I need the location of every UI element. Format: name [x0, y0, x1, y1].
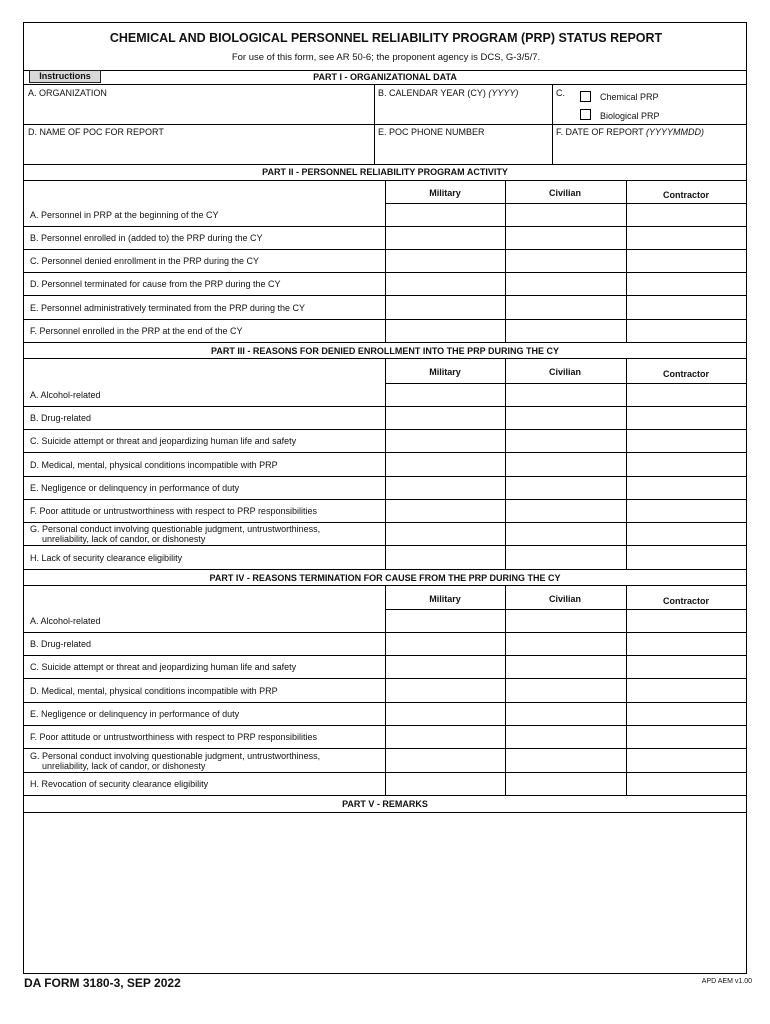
chemical-prp-label: Chemical PRP: [600, 92, 659, 102]
part2-row-text: E. Personnel administratively terminated from the PRP during the CY: [30, 302, 305, 313]
part3-military-input[interactable]: [386, 547, 505, 569]
part3-row-text: A. Alcohol-related: [30, 389, 101, 400]
part3-military-input[interactable]: [386, 500, 505, 522]
part3-military-input[interactable]: [386, 430, 505, 452]
chemical-prp-checkbox[interactable]: [580, 91, 591, 102]
part4-row-label: [30, 779, 380, 789]
part2-row-label: [30, 210, 380, 220]
part4-military-input[interactable]: [386, 633, 505, 655]
instructions-button[interactable]: Instructions: [29, 70, 101, 83]
part4-civilian-input[interactable]: [506, 750, 625, 772]
organization-field[interactable]: [25, 99, 373, 123]
part4-row-label: [30, 686, 380, 696]
part4-civilian-input[interactable]: [506, 656, 625, 678]
part3-military-input[interactable]: [386, 407, 505, 429]
part3-row-text: D. Medical, mental, physical conditions incompatible with PRP: [30, 459, 278, 470]
part4-contractor-input[interactable]: [627, 680, 746, 702]
part2-military-input[interactable]: [386, 273, 505, 295]
part3-col-military: Military: [429, 367, 461, 377]
calendar-year-format: (YYYY): [488, 88, 519, 98]
part3-row-text: B. Drug-related: [30, 412, 92, 423]
poc-name-label: D. NAME OF POC FOR REPORT: [28, 127, 164, 137]
poc-phone-label: E. POC PHONE NUMBER: [378, 127, 485, 137]
part4-row-text: D. Medical, mental, physical conditions incompatible with PRP: [30, 685, 278, 696]
part5-title: PART V - REMARKS: [342, 799, 428, 809]
poc-name-field[interactable]: [25, 138, 373, 163]
part1-title: PART I - ORGANIZATIONAL DATA: [313, 72, 457, 82]
part4-military-input[interactable]: [386, 656, 505, 678]
part2-contractor-input[interactable]: [627, 273, 746, 295]
part2-contractor-input[interactable]: [627, 320, 746, 342]
part4-civilian-input[interactable]: [506, 726, 625, 748]
part4-row-text: E. Negligence or delinquency in performance of duty: [30, 708, 240, 719]
part4-contractor-input[interactable]: [627, 750, 746, 772]
part2-military-input[interactable]: [386, 227, 505, 249]
part2-civilian-input[interactable]: [506, 227, 625, 249]
part4-col-military: Military: [429, 594, 461, 604]
part4-row-text-line2: unreliability, lack of candor, or dishonesty: [42, 761, 206, 771]
part3-civilian-input[interactable]: [506, 477, 625, 499]
part3-row-label: [30, 483, 380, 493]
part4-military-input[interactable]: [386, 703, 505, 725]
part4-row-text: A. Alcohol-related: [30, 615, 101, 626]
part4-col-contractor: Contractor: [662, 596, 709, 606]
calendar-year-label-text: B. CALENDAR YEAR (CY): [378, 88, 486, 98]
part3-row-label: [30, 460, 380, 470]
part3-military-input[interactable]: [386, 384, 505, 406]
part4-military-input[interactable]: [386, 773, 505, 795]
part4-civilian-input[interactable]: [506, 773, 625, 795]
part4-contractor-input[interactable]: [627, 633, 746, 655]
part2-military-input[interactable]: [386, 297, 505, 319]
part4-civilian-input[interactable]: [506, 633, 625, 655]
part3-contractor-input[interactable]: [627, 384, 746, 406]
part2-contractor-input[interactable]: [627, 297, 746, 319]
part3-contractor-input[interactable]: [627, 430, 746, 452]
part3-civilian-input[interactable]: [506, 500, 625, 522]
part2-row-label: [30, 256, 380, 266]
program-label: C.: [556, 88, 565, 98]
part4-row-label: [30, 751, 380, 771]
form-id: DA FORM 3180-3, SEP 2022: [24, 976, 181, 990]
poc-phone-field[interactable]: [375, 138, 551, 163]
part3-contractor-input[interactable]: [627, 454, 746, 476]
part2-civilian-input[interactable]: [506, 320, 625, 342]
part3-row-text: G. Personal conduct involving questionable judgment, untrustworthiness,: [30, 524, 321, 534]
part3-contractor-input[interactable]: [627, 407, 746, 429]
part2-row-text: B. Personnel enrolled in (added to) the PRP during the CY: [30, 232, 263, 243]
part3-row-label: [30, 524, 380, 544]
report-date-label-text: F. DATE OF REPORT: [556, 127, 644, 137]
part3-row-text: C. Suicide attempt or threat and jeopardizing human life and safety: [30, 435, 297, 446]
part3-row-text: F. Poor attitude or untrustworthiness with respect to PRP responsibilities: [30, 505, 317, 516]
part3-civilian-input[interactable]: [506, 384, 625, 406]
part3-civilian-input[interactable]: [506, 523, 625, 545]
part4-row-label: [30, 639, 380, 649]
part3-col-civilian: Civilian: [548, 367, 581, 377]
part4-contractor-input[interactable]: [627, 726, 746, 748]
remarks-field[interactable]: [24, 813, 746, 973]
form-title: CHEMICAL AND BIOLOGICAL PERSONNEL RELIABILITY PROGRAM (PRP) STATUS REPORT: [109, 31, 663, 45]
part2-civilian-input[interactable]: [506, 204, 625, 226]
part3-row-label: [30, 506, 380, 516]
part2-military-input[interactable]: [386, 320, 505, 342]
part3-civilian-input[interactable]: [506, 454, 625, 476]
biological-prp-checkbox[interactable]: [580, 109, 591, 120]
part2-contractor-input[interactable]: [627, 250, 746, 272]
part2-row-label: [30, 326, 380, 336]
part3-row-text: H. Lack of security clearance eligibility: [30, 552, 183, 563]
part4-row-label: [30, 616, 380, 626]
part2-col-military: Military: [429, 188, 461, 198]
part3-row-label: [30, 390, 380, 400]
part4-row-label: [30, 732, 380, 742]
part4-row-text: G. Personal conduct involving questionable judgment, untrustworthiness,: [30, 751, 321, 761]
part2-title: PART II - PERSONNEL RELIABILITY PROGRAM ACTIVITY: [262, 167, 508, 177]
part3-row-label: [30, 413, 380, 423]
part4-contractor-input[interactable]: [627, 610, 746, 632]
part3-military-input[interactable]: [386, 523, 505, 545]
part2-civilian-input[interactable]: [506, 297, 625, 319]
part3-civilian-input[interactable]: [506, 407, 625, 429]
part4-contractor-input[interactable]: [627, 703, 746, 725]
part4-civilian-input[interactable]: [506, 610, 625, 632]
part3-civilian-input[interactable]: [506, 547, 625, 569]
part4-military-input[interactable]: [386, 726, 505, 748]
part2-civilian-input[interactable]: [506, 250, 625, 272]
organization-label: A. ORGANIZATION: [28, 88, 107, 98]
part3-title: PART III - REASONS FOR DENIED ENROLLMENT INTO THE PRP DURING THE CY: [210, 346, 560, 356]
part2-row-label: [30, 233, 380, 243]
part3-row-text-line2: unreliability, lack of candor, or dishonesty: [42, 534, 206, 544]
part4-military-input[interactable]: [386, 610, 505, 632]
part3-col-contractor: Contractor: [662, 369, 709, 379]
part3-military-input[interactable]: [386, 477, 505, 499]
part4-row-text: B. Drug-related: [30, 638, 92, 649]
form-subtitle: For use of this form, see AR 50-6; the proponent agency is DCS, G-3/5/7.: [231, 52, 541, 63]
part4-row-label: [30, 709, 380, 719]
part3-row-label: [30, 436, 380, 446]
part2-row-text: C. Personnel denied enrollment in the PRP during the CY: [30, 255, 259, 266]
part3-military-input[interactable]: [386, 454, 505, 476]
part2-row-label: [30, 279, 380, 289]
part4-row-text: C. Suicide attempt or threat and jeopardizing human life and safety: [30, 661, 297, 672]
part4-military-input[interactable]: [386, 750, 505, 772]
part2-col-civilian: Civilian: [548, 188, 581, 198]
part4-row-text: H. Revocation of security clearance eligibility: [30, 778, 209, 789]
part2-col-contractor: Contractor: [662, 190, 709, 200]
biological-prp-label: Biological PRP: [600, 111, 660, 121]
part4-civilian-input[interactable]: [506, 680, 625, 702]
prp-status-report-form: [23, 22, 747, 974]
part2-military-input[interactable]: [386, 204, 505, 226]
part4-military-input[interactable]: [386, 680, 505, 702]
part2-civilian-input[interactable]: [506, 273, 625, 295]
report-date-field[interactable]: [553, 138, 745, 163]
part4-contractor-input[interactable]: [627, 656, 746, 678]
part3-row-label: [30, 553, 380, 563]
part3-contractor-input[interactable]: [627, 523, 746, 545]
part4-civilian-input[interactable]: [506, 703, 625, 725]
report-date-format: (YYYYMMDD): [646, 127, 705, 137]
part3-contractor-input[interactable]: [627, 477, 746, 499]
part4-title: PART IV - REASONS TERMINATION FOR CAUSE FROM THE PRP DURING THE CY: [209, 573, 561, 583]
part2-row-text: D. Personnel terminated for cause from the PRP during the CY: [30, 278, 281, 289]
part2-contractor-input[interactable]: [627, 227, 746, 249]
part2-row-text: A. Personnel in PRP at the beginning of the CY: [30, 209, 219, 220]
part3-row-text: E. Negligence or delinquency in performance of duty: [30, 482, 240, 493]
part3-contractor-input[interactable]: [627, 547, 746, 569]
part4-row-text: F. Poor attitude or untrustworthiness with respect to PRP responsibilities: [30, 731, 317, 742]
part2-row-text: F. Personnel enrolled in the PRP at the end of the CY: [30, 325, 243, 336]
part3-contractor-input[interactable]: [627, 500, 746, 522]
part3-civilian-input[interactable]: [506, 430, 625, 452]
part4-col-civilian: Civilian: [548, 594, 581, 604]
form-version: APD AEM v1.00: [701, 978, 752, 985]
calendar-year-field[interactable]: [375, 99, 551, 123]
calendar-year-label: [378, 88, 518, 98]
part4-row-label: [30, 662, 380, 672]
part2-row-label: [30, 303, 380, 313]
part4-contractor-input[interactable]: [627, 773, 746, 795]
part2-military-input[interactable]: [386, 250, 505, 272]
report-date-label: [556, 127, 704, 137]
part2-contractor-input[interactable]: [627, 204, 746, 226]
